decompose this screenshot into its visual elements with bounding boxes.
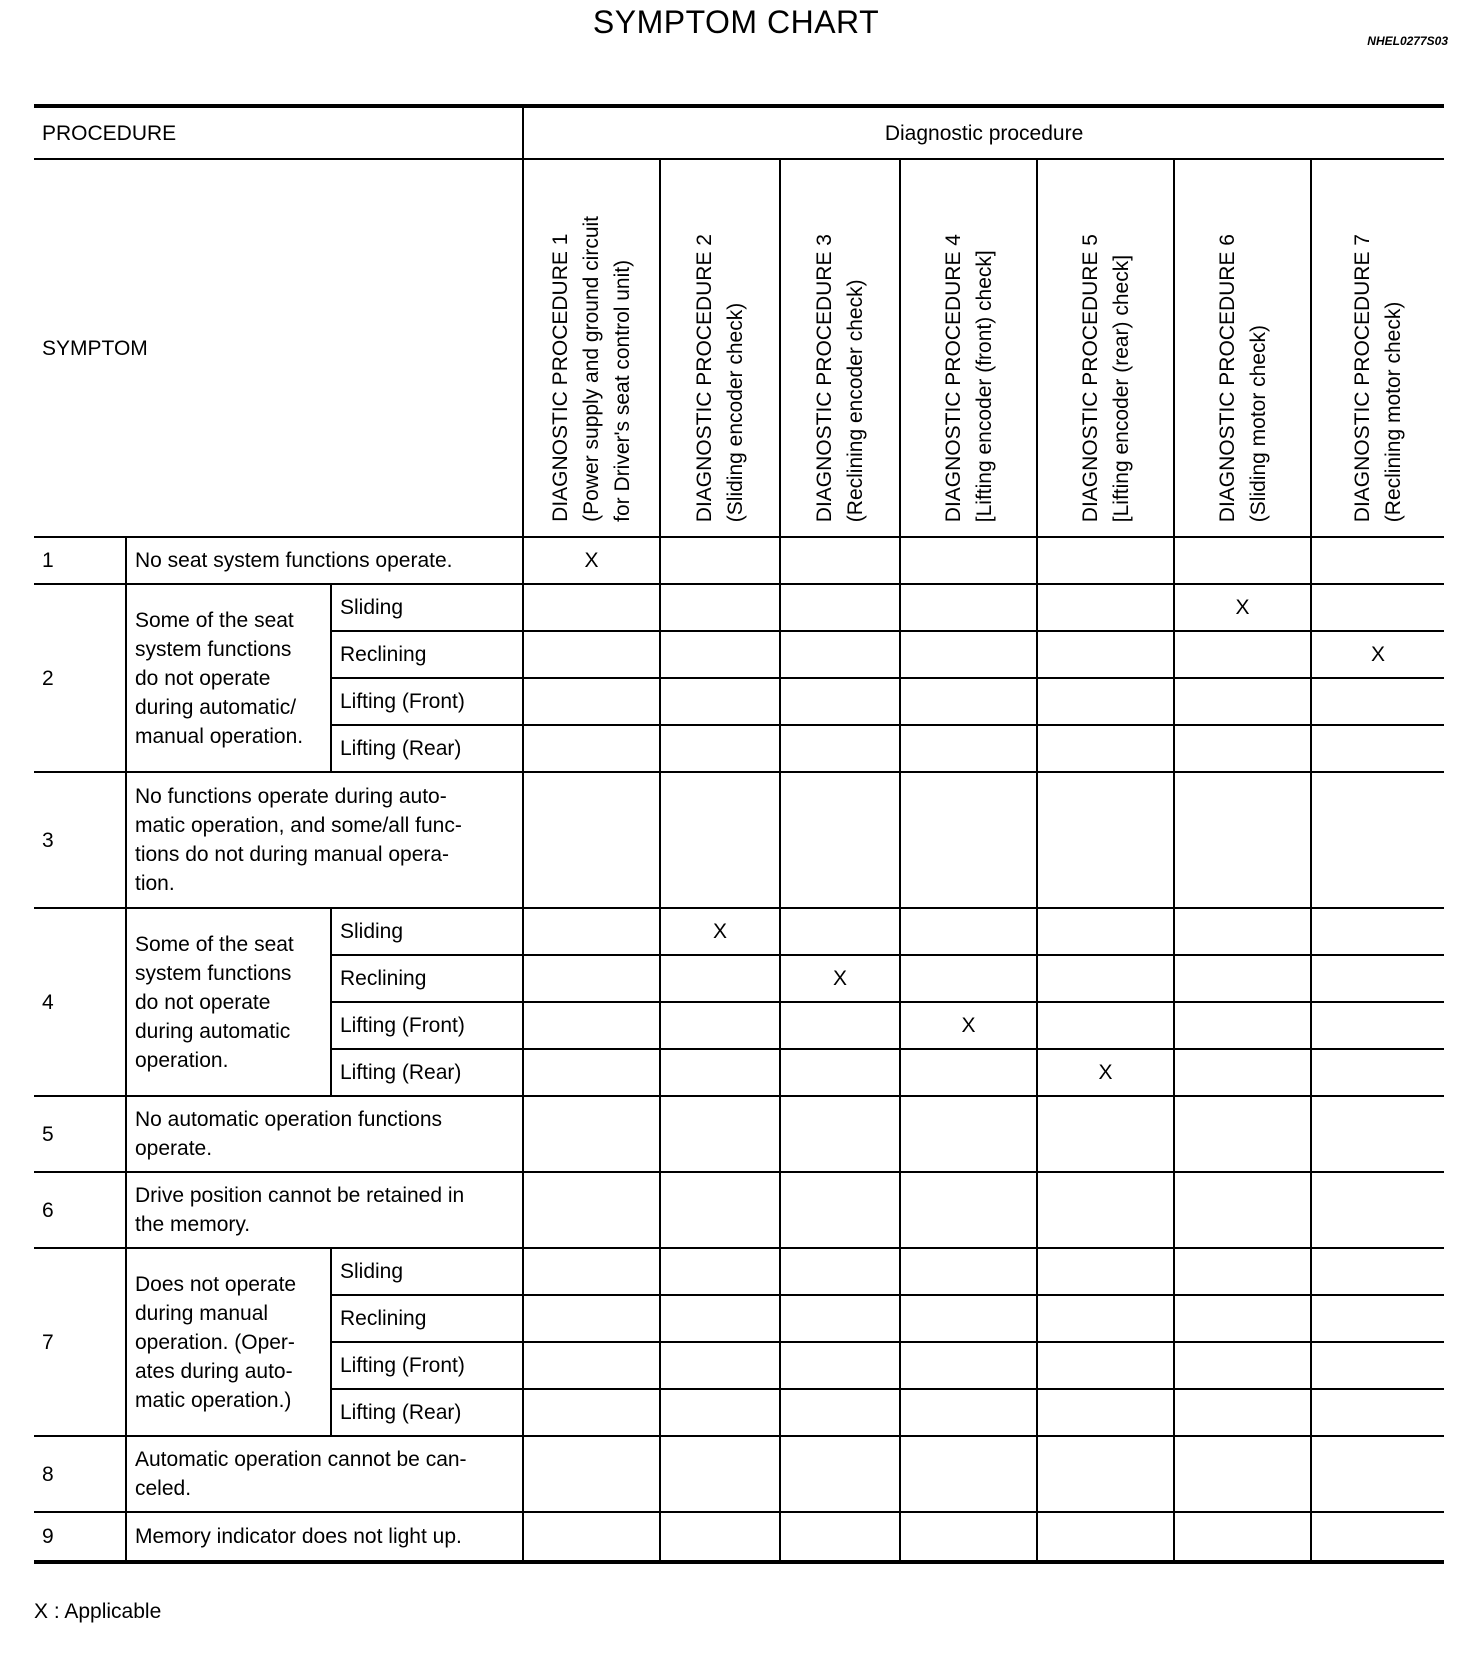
applicable-mark — [1174, 1096, 1311, 1172]
applicable-mark — [1037, 1389, 1174, 1436]
applicable-mark — [660, 1512, 780, 1562]
symptom-description: Automatic operation cannot be can- celed. — [126, 1436, 523, 1512]
applicable-mark — [900, 955, 1037, 1002]
applicable-mark — [780, 1172, 900, 1248]
applicable-mark — [1037, 725, 1174, 772]
function-label: Lifting (Front) — [331, 678, 523, 725]
applicable-mark — [660, 725, 780, 772]
applicable-mark — [780, 537, 900, 584]
applicable-mark — [900, 1436, 1037, 1512]
function-label: Lifting (Front) — [331, 1002, 523, 1049]
applicable-mark — [900, 678, 1037, 725]
applicable-mark — [660, 1248, 780, 1295]
applicable-mark — [900, 1172, 1037, 1248]
function-label: Reclining — [331, 1295, 523, 1342]
applicable-mark — [780, 1248, 900, 1295]
applicable-mark — [1311, 1436, 1444, 1512]
applicable-mark — [780, 584, 900, 631]
function-label: Lifting (Rear) — [331, 1049, 523, 1096]
applicable-mark — [900, 1342, 1037, 1389]
applicable-mark — [660, 1436, 780, 1512]
applicable-mark — [523, 772, 660, 908]
applicable-mark: X — [523, 537, 660, 584]
table-row — [34, 1512, 1444, 1562]
applicable-mark — [780, 1436, 900, 1512]
applicable-mark — [660, 1172, 780, 1248]
applicable-mark — [1037, 1512, 1174, 1562]
applicable-mark — [1174, 1512, 1311, 1562]
applicable-mark — [780, 1002, 900, 1049]
applicable-mark — [523, 1389, 660, 1436]
applicable-mark — [780, 1049, 900, 1096]
applicable-mark — [523, 1248, 660, 1295]
applicable-mark — [660, 1049, 780, 1096]
applicable-mark — [660, 1002, 780, 1049]
applicable-mark: X — [780, 955, 900, 1002]
applicable-mark — [1037, 584, 1174, 631]
table-row — [34, 1096, 1444, 1172]
applicable-mark — [780, 725, 900, 772]
procedure-column-label: DIAGNOSTIC PROCEDURE 7 (Reclining motor check) — [1351, 233, 1406, 522]
applicable-mark — [780, 772, 900, 908]
procedure-column-label: DIAGNOSTIC PROCEDURE 3 (Reclining encoder check) — [813, 233, 868, 522]
applicable-mark — [900, 537, 1037, 584]
symptom-number: 6 — [34, 1172, 126, 1248]
applicable-mark — [1311, 1389, 1444, 1436]
table-row — [34, 584, 1444, 631]
function-label: Sliding — [331, 1248, 523, 1295]
applicable-mark — [1311, 955, 1444, 1002]
table-row — [34, 1172, 1444, 1248]
applicable-mark — [900, 1295, 1037, 1342]
applicable-mark — [523, 1002, 660, 1049]
applicable-mark — [900, 772, 1037, 908]
function-label: Sliding — [331, 908, 523, 955]
applicable-mark — [1037, 1295, 1174, 1342]
applicable-mark — [1174, 1248, 1311, 1295]
procedure-column-header — [523, 159, 660, 537]
symptom-description: Some of the seat system functions do not operate during automatic operation. — [126, 908, 331, 1096]
applicable-mark — [900, 1248, 1037, 1295]
applicable-mark — [900, 725, 1037, 772]
applicable-mark — [1037, 908, 1174, 955]
function-label: Lifting (Front) — [331, 1342, 523, 1389]
applicable-mark — [523, 1436, 660, 1512]
procedure-column-header — [780, 159, 900, 537]
applicable-mark — [1174, 908, 1311, 955]
applicable-mark — [1174, 1342, 1311, 1389]
applicable-mark — [1311, 772, 1444, 908]
applicable-mark — [780, 1295, 900, 1342]
applicable-mark — [1174, 955, 1311, 1002]
applicable-mark — [523, 725, 660, 772]
applicable-mark: X — [900, 1002, 1037, 1049]
applicable-mark — [1174, 1295, 1311, 1342]
symptom-number: 8 — [34, 1436, 126, 1512]
applicable-mark — [780, 631, 900, 678]
applicable-mark — [1174, 1389, 1311, 1436]
symptom-number: 9 — [34, 1512, 126, 1562]
applicable-mark — [780, 1342, 900, 1389]
applicable-mark — [523, 1096, 660, 1172]
applicable-mark — [1037, 631, 1174, 678]
applicable-mark — [900, 1512, 1037, 1562]
applicable-mark — [523, 955, 660, 1002]
applicable-mark — [1037, 537, 1174, 584]
procedure-column-header — [900, 159, 1037, 537]
applicable-mark — [660, 1389, 780, 1436]
applicable-mark — [900, 1096, 1037, 1172]
function-label: Reclining — [331, 631, 523, 678]
function-label: Sliding — [331, 584, 523, 631]
applicable-mark: X — [1037, 1049, 1174, 1096]
applicable-mark — [1037, 678, 1174, 725]
applicable-mark — [1311, 1002, 1444, 1049]
applicable-mark — [1037, 1248, 1174, 1295]
applicable-mark — [1174, 1172, 1311, 1248]
symptom-number: 2 — [34, 584, 126, 772]
applicable-mark — [1311, 584, 1444, 631]
symptom-description: No functions operate during auto- matic operation, and some/all func- tions do not during manual opera- tion. — [126, 772, 523, 908]
applicable-mark — [660, 631, 780, 678]
symptom-header: SYMPTOM — [34, 159, 523, 537]
procedure-header: PROCEDURE — [34, 106, 523, 159]
applicable-mark — [1174, 1002, 1311, 1049]
applicable-mark — [780, 1512, 900, 1562]
applicable-mark — [1174, 631, 1311, 678]
applicable-mark — [1174, 678, 1311, 725]
applicable-mark — [1037, 1002, 1174, 1049]
applicable-mark: X — [660, 908, 780, 955]
applicable-mark — [1311, 1295, 1444, 1342]
applicable-mark — [900, 584, 1037, 631]
applicable-mark — [1174, 725, 1311, 772]
procedure-column-header — [1311, 159, 1444, 537]
applicable-mark — [780, 1096, 900, 1172]
symptom-number: 4 — [34, 908, 126, 1096]
applicable-mark — [660, 1096, 780, 1172]
symptom-description: Some of the seat system functions do not operate during automatic/ manual operation. — [126, 584, 331, 772]
table-row — [34, 772, 1444, 908]
diagnostic-procedure-header: Diagnostic procedure — [523, 106, 1444, 159]
legend-note: X : Applicable — [34, 1600, 162, 1623]
function-label: Lifting (Rear) — [331, 1389, 523, 1436]
symptom-description: Memory indicator does not light up. — [126, 1512, 523, 1562]
applicable-mark — [523, 1342, 660, 1389]
applicable-mark — [1311, 537, 1444, 584]
applicable-mark — [1174, 1436, 1311, 1512]
symptom-description: No automatic operation functions operate. — [126, 1096, 523, 1172]
document-code: NHEL0277S03 — [1367, 34, 1448, 48]
applicable-mark — [1037, 1172, 1174, 1248]
applicable-mark — [523, 1049, 660, 1096]
applicable-mark — [1311, 725, 1444, 772]
procedure-column-label: DIAGNOSTIC PROCEDURE 6 (Sliding motor check) — [1215, 233, 1270, 522]
symptom-description: Drive position cannot be retained in the memory. — [126, 1172, 523, 1248]
applicable-mark — [660, 537, 780, 584]
chart-title: SYMPTOM CHART — [592, 4, 880, 40]
table-row — [34, 1436, 1444, 1512]
procedure-column-header — [660, 159, 780, 537]
applicable-mark — [523, 584, 660, 631]
applicable-mark: X — [1311, 631, 1444, 678]
applicable-mark — [1037, 955, 1174, 1002]
procedure-column-header — [1037, 159, 1174, 537]
symptom-number: 5 — [34, 1096, 126, 1172]
applicable-mark — [660, 678, 780, 725]
applicable-mark: X — [1174, 584, 1311, 631]
applicable-mark — [523, 1172, 660, 1248]
table-row — [34, 537, 1444, 584]
applicable-mark — [660, 1342, 780, 1389]
applicable-mark — [1311, 1342, 1444, 1389]
applicable-mark — [660, 955, 780, 1002]
procedure-column-label: DIAGNOSTIC PROCEDURE 5 [Lifting encoder (rear) check] — [1078, 233, 1133, 522]
applicable-mark — [1311, 1512, 1444, 1562]
applicable-mark — [1037, 1342, 1174, 1389]
applicable-mark — [780, 908, 900, 955]
applicable-mark — [1311, 908, 1444, 955]
applicable-mark — [1311, 1096, 1444, 1172]
function-label: Lifting (Rear) — [331, 725, 523, 772]
applicable-mark — [1037, 1096, 1174, 1172]
applicable-mark — [1037, 772, 1174, 908]
applicable-mark — [523, 908, 660, 955]
applicable-mark — [1174, 772, 1311, 908]
applicable-mark — [660, 584, 780, 631]
applicable-mark — [900, 1049, 1037, 1096]
procedure-column-label: DIAGNOSTIC PROCEDURE 2 (Sliding encoder check) — [693, 233, 748, 522]
applicable-mark — [523, 1295, 660, 1342]
applicable-mark — [780, 678, 900, 725]
applicable-mark — [1311, 1248, 1444, 1295]
symptom-number: 3 — [34, 772, 126, 908]
applicable-mark — [660, 772, 780, 908]
applicable-mark — [1174, 1049, 1311, 1096]
applicable-mark — [660, 1295, 780, 1342]
symptom-table — [34, 104, 1444, 1564]
applicable-mark — [1311, 678, 1444, 725]
symptom-description: No seat system functions operate. — [126, 537, 523, 584]
applicable-mark — [900, 631, 1037, 678]
applicable-mark — [780, 1389, 900, 1436]
table-row — [34, 908, 1444, 955]
symptom-description: Does not operate during manual operation. (Oper- ates during auto- matic operation.) — [126, 1248, 331, 1436]
applicable-mark — [523, 678, 660, 725]
applicable-mark — [523, 1512, 660, 1562]
applicable-mark — [1037, 1436, 1174, 1512]
function-label: Reclining — [331, 955, 523, 1002]
procedure-column-header — [1174, 159, 1311, 537]
applicable-mark — [1311, 1172, 1444, 1248]
applicable-mark — [523, 631, 660, 678]
applicable-mark — [900, 1389, 1037, 1436]
procedure-column-label: DIAGNOSTIC PROCEDURE 4 [Lifting encoder (front) check] — [941, 233, 996, 522]
applicable-mark — [1174, 537, 1311, 584]
symptom-number: 7 — [34, 1248, 126, 1436]
applicable-mark — [900, 908, 1037, 955]
table-row — [34, 1248, 1444, 1295]
symptom-number: 1 — [34, 537, 126, 584]
procedure-column-label: DIAGNOSTIC PROCEDURE 1 (Power supply and ground circuit for Driver's seat control unit) — [549, 216, 635, 522]
applicable-mark — [1311, 1049, 1444, 1096]
